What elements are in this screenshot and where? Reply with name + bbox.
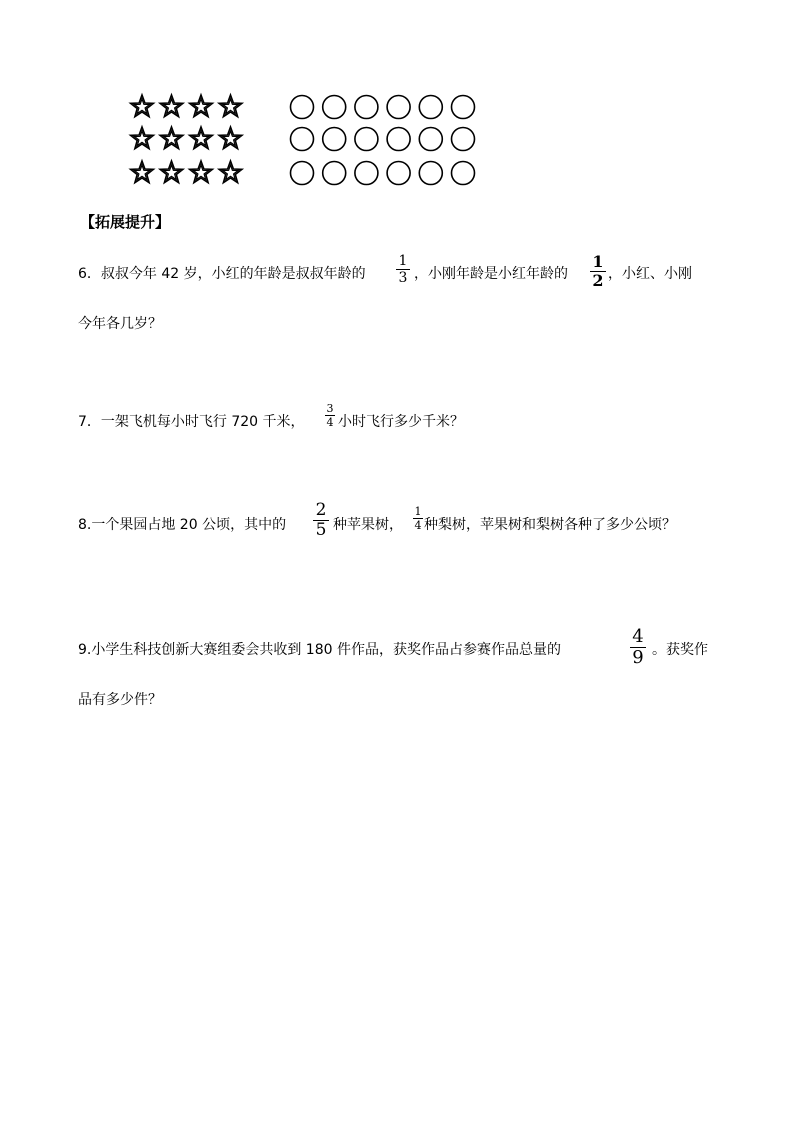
circles-group bbox=[291, 96, 475, 185]
circle-outline-icon bbox=[355, 96, 378, 119]
q8-text-part1: 8.一个果园占地 20 公顷，其中的 bbox=[78, 517, 287, 533]
q7-frac-denominator: 4 bbox=[326, 416, 334, 429]
q6-text-part2: ，小刚年龄是小红年龄的 bbox=[414, 266, 568, 282]
q8-frac1-denominator: 5 bbox=[315, 520, 327, 540]
circle-outline-icon bbox=[323, 128, 346, 151]
q7-text-part2: 小时飞行多少千米？ bbox=[338, 414, 464, 430]
circle-outline-icon bbox=[419, 162, 442, 185]
circle-outline-icon bbox=[291, 128, 314, 151]
q7-frac-numerator: 3 bbox=[326, 402, 334, 415]
q9-text-part2: 。获奖作 bbox=[652, 642, 708, 658]
q9-fraction bbox=[630, 628, 646, 667]
q6-text-line2: 今年各几岁？ bbox=[78, 316, 162, 332]
q6-text-part1: 6．叔叔今年 42 岁，小红的年龄是叔叔年龄的 bbox=[78, 266, 366, 282]
q8-fraction-1 bbox=[313, 502, 329, 539]
q9-text-part1: 9.小学生科技创新大赛组委会共收到 180 件作品，获奖作品占参赛作品总量的 bbox=[78, 642, 561, 658]
circle-outline-icon bbox=[387, 96, 410, 119]
q7-fraction bbox=[325, 403, 335, 428]
shapes-figure bbox=[0, 0, 794, 200]
q6-fraction-1 bbox=[396, 254, 410, 285]
circle-outline-icon bbox=[355, 128, 378, 151]
circle-outline-icon bbox=[387, 162, 410, 185]
stars-group bbox=[131, 95, 242, 183]
q9-frac-denominator: 9 bbox=[632, 647, 644, 668]
circle-outline-icon bbox=[419, 96, 442, 119]
q6-frac1-numerator: 1 bbox=[398, 253, 408, 269]
q9-text-line2: 品有多少件？ bbox=[78, 692, 162, 708]
circle-outline-icon bbox=[387, 128, 410, 151]
q6-frac1-denominator: 3 bbox=[398, 270, 408, 286]
q7-text-part1: 7．一架飞机每小时飞行 720 千米， bbox=[78, 414, 305, 430]
circle-outline-icon bbox=[291, 162, 314, 185]
q6-text-part3: ，小红、小刚 bbox=[608, 266, 692, 282]
q6-frac2-denominator: 2 bbox=[592, 271, 604, 290]
circle-outline-icon bbox=[355, 162, 378, 185]
q8-fraction-2 bbox=[413, 506, 423, 531]
q8-frac1-numerator: 2 bbox=[315, 500, 327, 520]
circle-outline-icon bbox=[323, 96, 346, 119]
q6-frac2-numerator: 1 bbox=[592, 252, 604, 271]
circle-outline-icon bbox=[323, 162, 346, 185]
q9-frac-numerator: 4 bbox=[632, 626, 644, 647]
q6-fraction-2 bbox=[590, 254, 606, 289]
circle-outline-icon bbox=[452, 162, 475, 185]
q8-frac2-numerator: 1 bbox=[414, 505, 422, 518]
circle-outline-icon bbox=[452, 128, 475, 151]
circle-outline-icon bbox=[452, 96, 475, 119]
q8-text-part3: 种梨树，苹果树和梨树各种了多少公顷？ bbox=[424, 517, 676, 533]
section-heading: 【拓展提升】 bbox=[80, 213, 171, 231]
q8-frac2-denominator: 4 bbox=[414, 519, 422, 532]
circle-outline-icon bbox=[291, 96, 314, 119]
circle-outline-icon bbox=[419, 128, 442, 151]
q8-text-part2: 种苹果树， bbox=[333, 517, 403, 533]
